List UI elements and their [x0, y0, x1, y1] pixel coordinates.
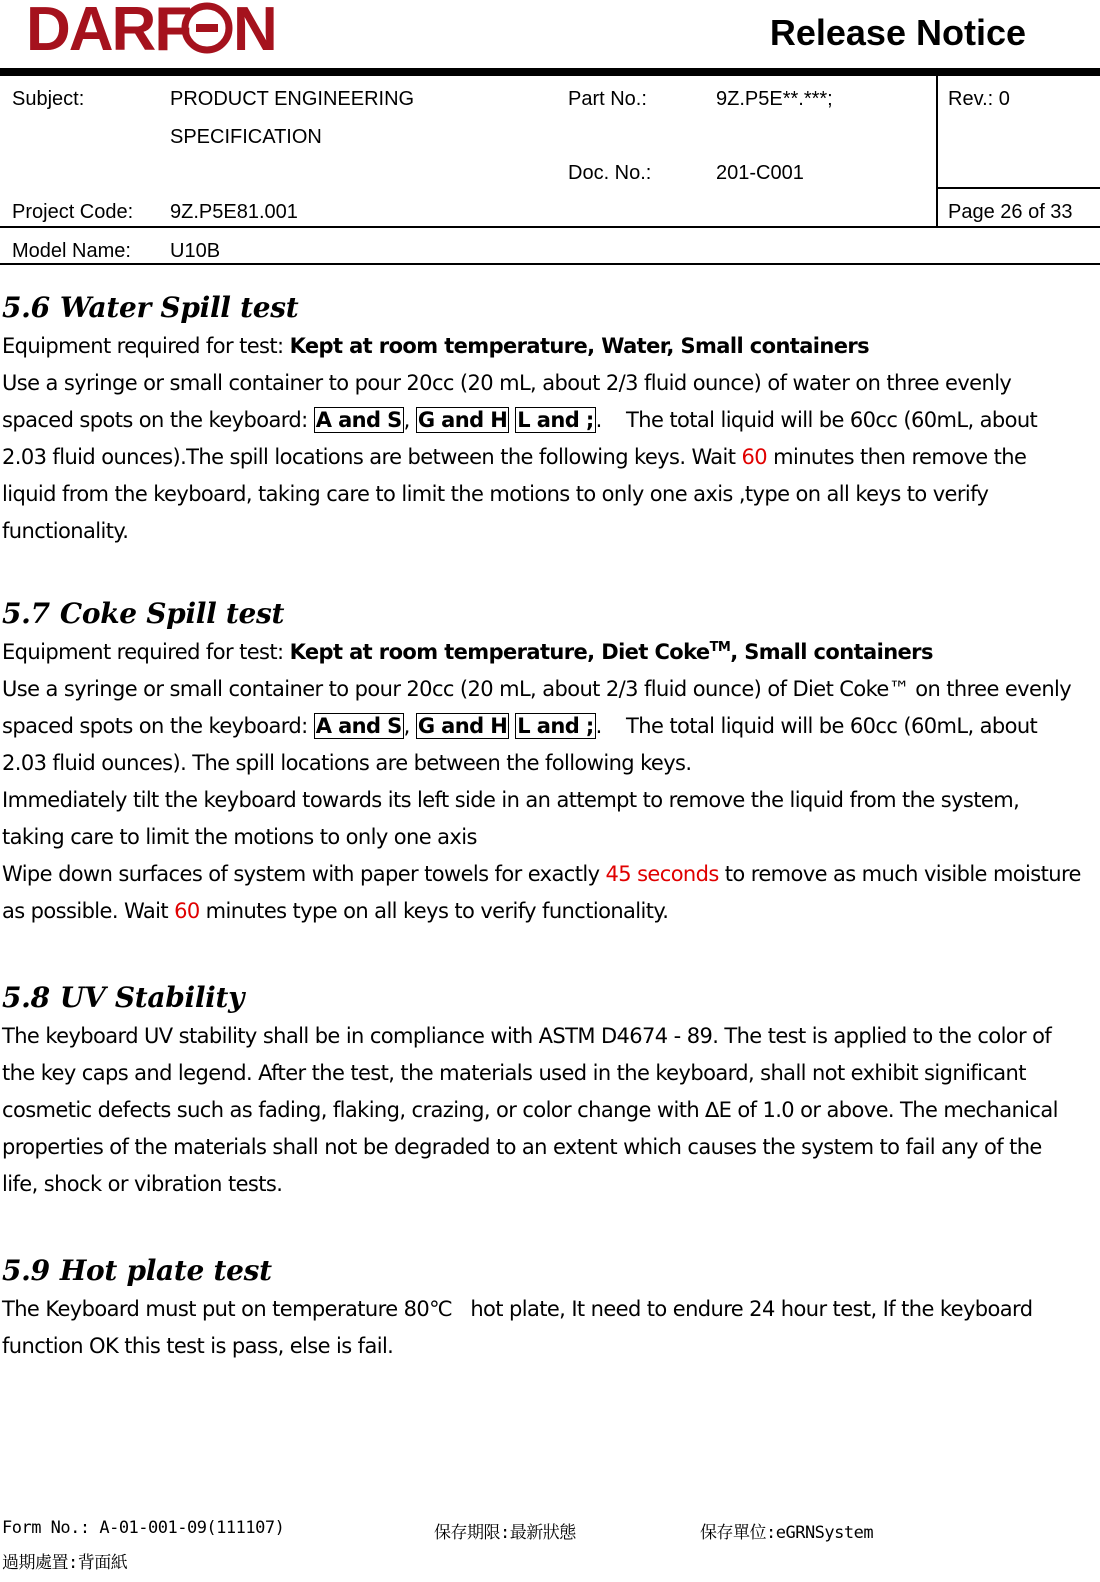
doc-no-label: Doc. No.: — [568, 162, 652, 184]
section-number: 5.9 — [2, 1254, 50, 1287]
part-no-value: 9Z.P5E**.***; — [716, 88, 833, 110]
svg-text:DARF: DARF — [26, 0, 191, 56]
equipment-line: Equipment required for test: Kept at room temperature, Diet Coke™, Small containers — [2, 640, 933, 664]
key-label-boxed: A and S — [315, 408, 402, 432]
paragraph: Immediately tilt the keyboard towards its left side in an attempt to remove the liquid from the system, taking care to limit the motions to only one axis — [2, 788, 1020, 849]
header-row-divider — [0, 226, 1100, 228]
subject-value-line2: SPECIFICATION — [170, 126, 322, 148]
company-logo — [26, 0, 288, 56]
section-heading-5-6 — [2, 288, 1082, 328]
section-number: 5.6 — [2, 291, 50, 324]
part-no-label: Part No.: — [568, 88, 647, 110]
paragraph: The keyboard UV stability shall be in compliance with ASTM D4674 - 89. The test is applied to the color of the key caps and legend. After the test, the materials used in the keyboard, shall not exhibit significant cosmetic defects such as fading, flaking, crazing, or color change with ∆E of 1.0 or above. The mechanical properties of the materials shall not be degraded to an extent which causes the system to fail any of the life, shock or vibration tests. — [2, 1024, 1058, 1196]
retention-unit: 保存單位:eGRNSystem — [700, 1523, 874, 1543]
section-title: Water Spill test — [59, 291, 299, 324]
trademark: TM — [709, 640, 731, 655]
darfon-logo-icon — [26, 0, 288, 56]
section-title: Hot plate test — [59, 1254, 272, 1287]
header-bottom-divider — [0, 263, 1100, 265]
document-body — [2, 288, 1082, 1365]
rev-page-divider — [936, 187, 1100, 189]
section-number: 5.7 — [2, 597, 50, 630]
header-vertical-divider — [936, 76, 938, 227]
subject-value-line1: PRODUCT ENGINEERING — [170, 88, 415, 110]
section-title: UV Stability — [59, 981, 245, 1014]
equipment-line: Equipment required for test: Kept at room temperature, Water, Small containers — [2, 334, 870, 358]
highlight-value: 60 — [741, 445, 768, 469]
document-title: Release Notice — [769, 12, 1026, 53]
highlight-value: 60 — [174, 899, 200, 923]
expiry-handling: 過期處置:背面紙 — [2, 1553, 128, 1573]
key-label-boxed: G and H — [417, 408, 508, 432]
model-name-value: U10B — [170, 240, 221, 262]
highlight-value: 45 seconds — [605, 862, 719, 886]
retention-period: 保存期限:最新狀態 — [434, 1523, 576, 1543]
header-divider — [0, 68, 1100, 76]
section-number: 5.8 — [2, 981, 50, 1014]
section-heading-5-7 — [2, 594, 1082, 634]
section-title: Coke Spill test — [59, 597, 285, 630]
form-number: Form No.: A-01-001-09(111107) — [2, 1518, 285, 1538]
doc-no-value: 201-C001 — [716, 162, 804, 184]
subject-label: Subject: — [12, 88, 85, 110]
key-label-boxed: L and ; — [517, 408, 594, 432]
paragraph: Wipe down surfaces of system with paper towels for exactly 45 seconds to remove as much visible moisture as possible. Wait 60 minutes type on all keys to verify functionality. — [2, 862, 1081, 923]
section-heading-5-8 — [2, 978, 1082, 1018]
paragraph: Use a syringe or small container to pour 20cc (20 mL, about 2/3 fluid ounce) of Diet Coke™ on three evenly spaced spots on the keyboard: A and S, G and H L and ;. The total liquid will be 60cc (60mL, about 2.03 fluid ounces). The spill locations are between the following keys. — [2, 677, 1072, 775]
model-name-label: Model Name: — [12, 240, 131, 262]
paragraph: The Keyboard must put on temperature 80℃ hot plate, It need to endure 24 hour test, If the keyboard function OK this test is pass, else is fail. — [2, 1297, 1039, 1358]
key-label-boxed: L and ; — [517, 714, 594, 738]
key-label-boxed: A and S — [315, 714, 402, 738]
revision-label: Rev.: 0 — [948, 88, 1010, 110]
svg-text:N: N — [233, 0, 278, 56]
key-label-boxed: G and H — [417, 714, 508, 738]
project-code-value: 9Z.P5E81.001 — [170, 201, 298, 223]
section-heading-5-9 — [2, 1251, 1082, 1291]
project-code-label: Project Code: — [12, 201, 134, 223]
paragraph: Use a syringe or small container to pour 20cc (20 mL, about 2/3 fluid ounce) of water on three evenly spaced spots on the keyboard: A and S, G and H L and ;. The total liquid will be 60cc (60mL, about 2.03 fluid ounces).The spill locations are between the following keys. Wait 60 minutes then remove the liquid from the keyboard, taking care to limit the motions to only one axis ,type on all keys to verify functionality. — [2, 371, 1044, 543]
page-number: Page 26 of 33 — [948, 201, 1073, 223]
